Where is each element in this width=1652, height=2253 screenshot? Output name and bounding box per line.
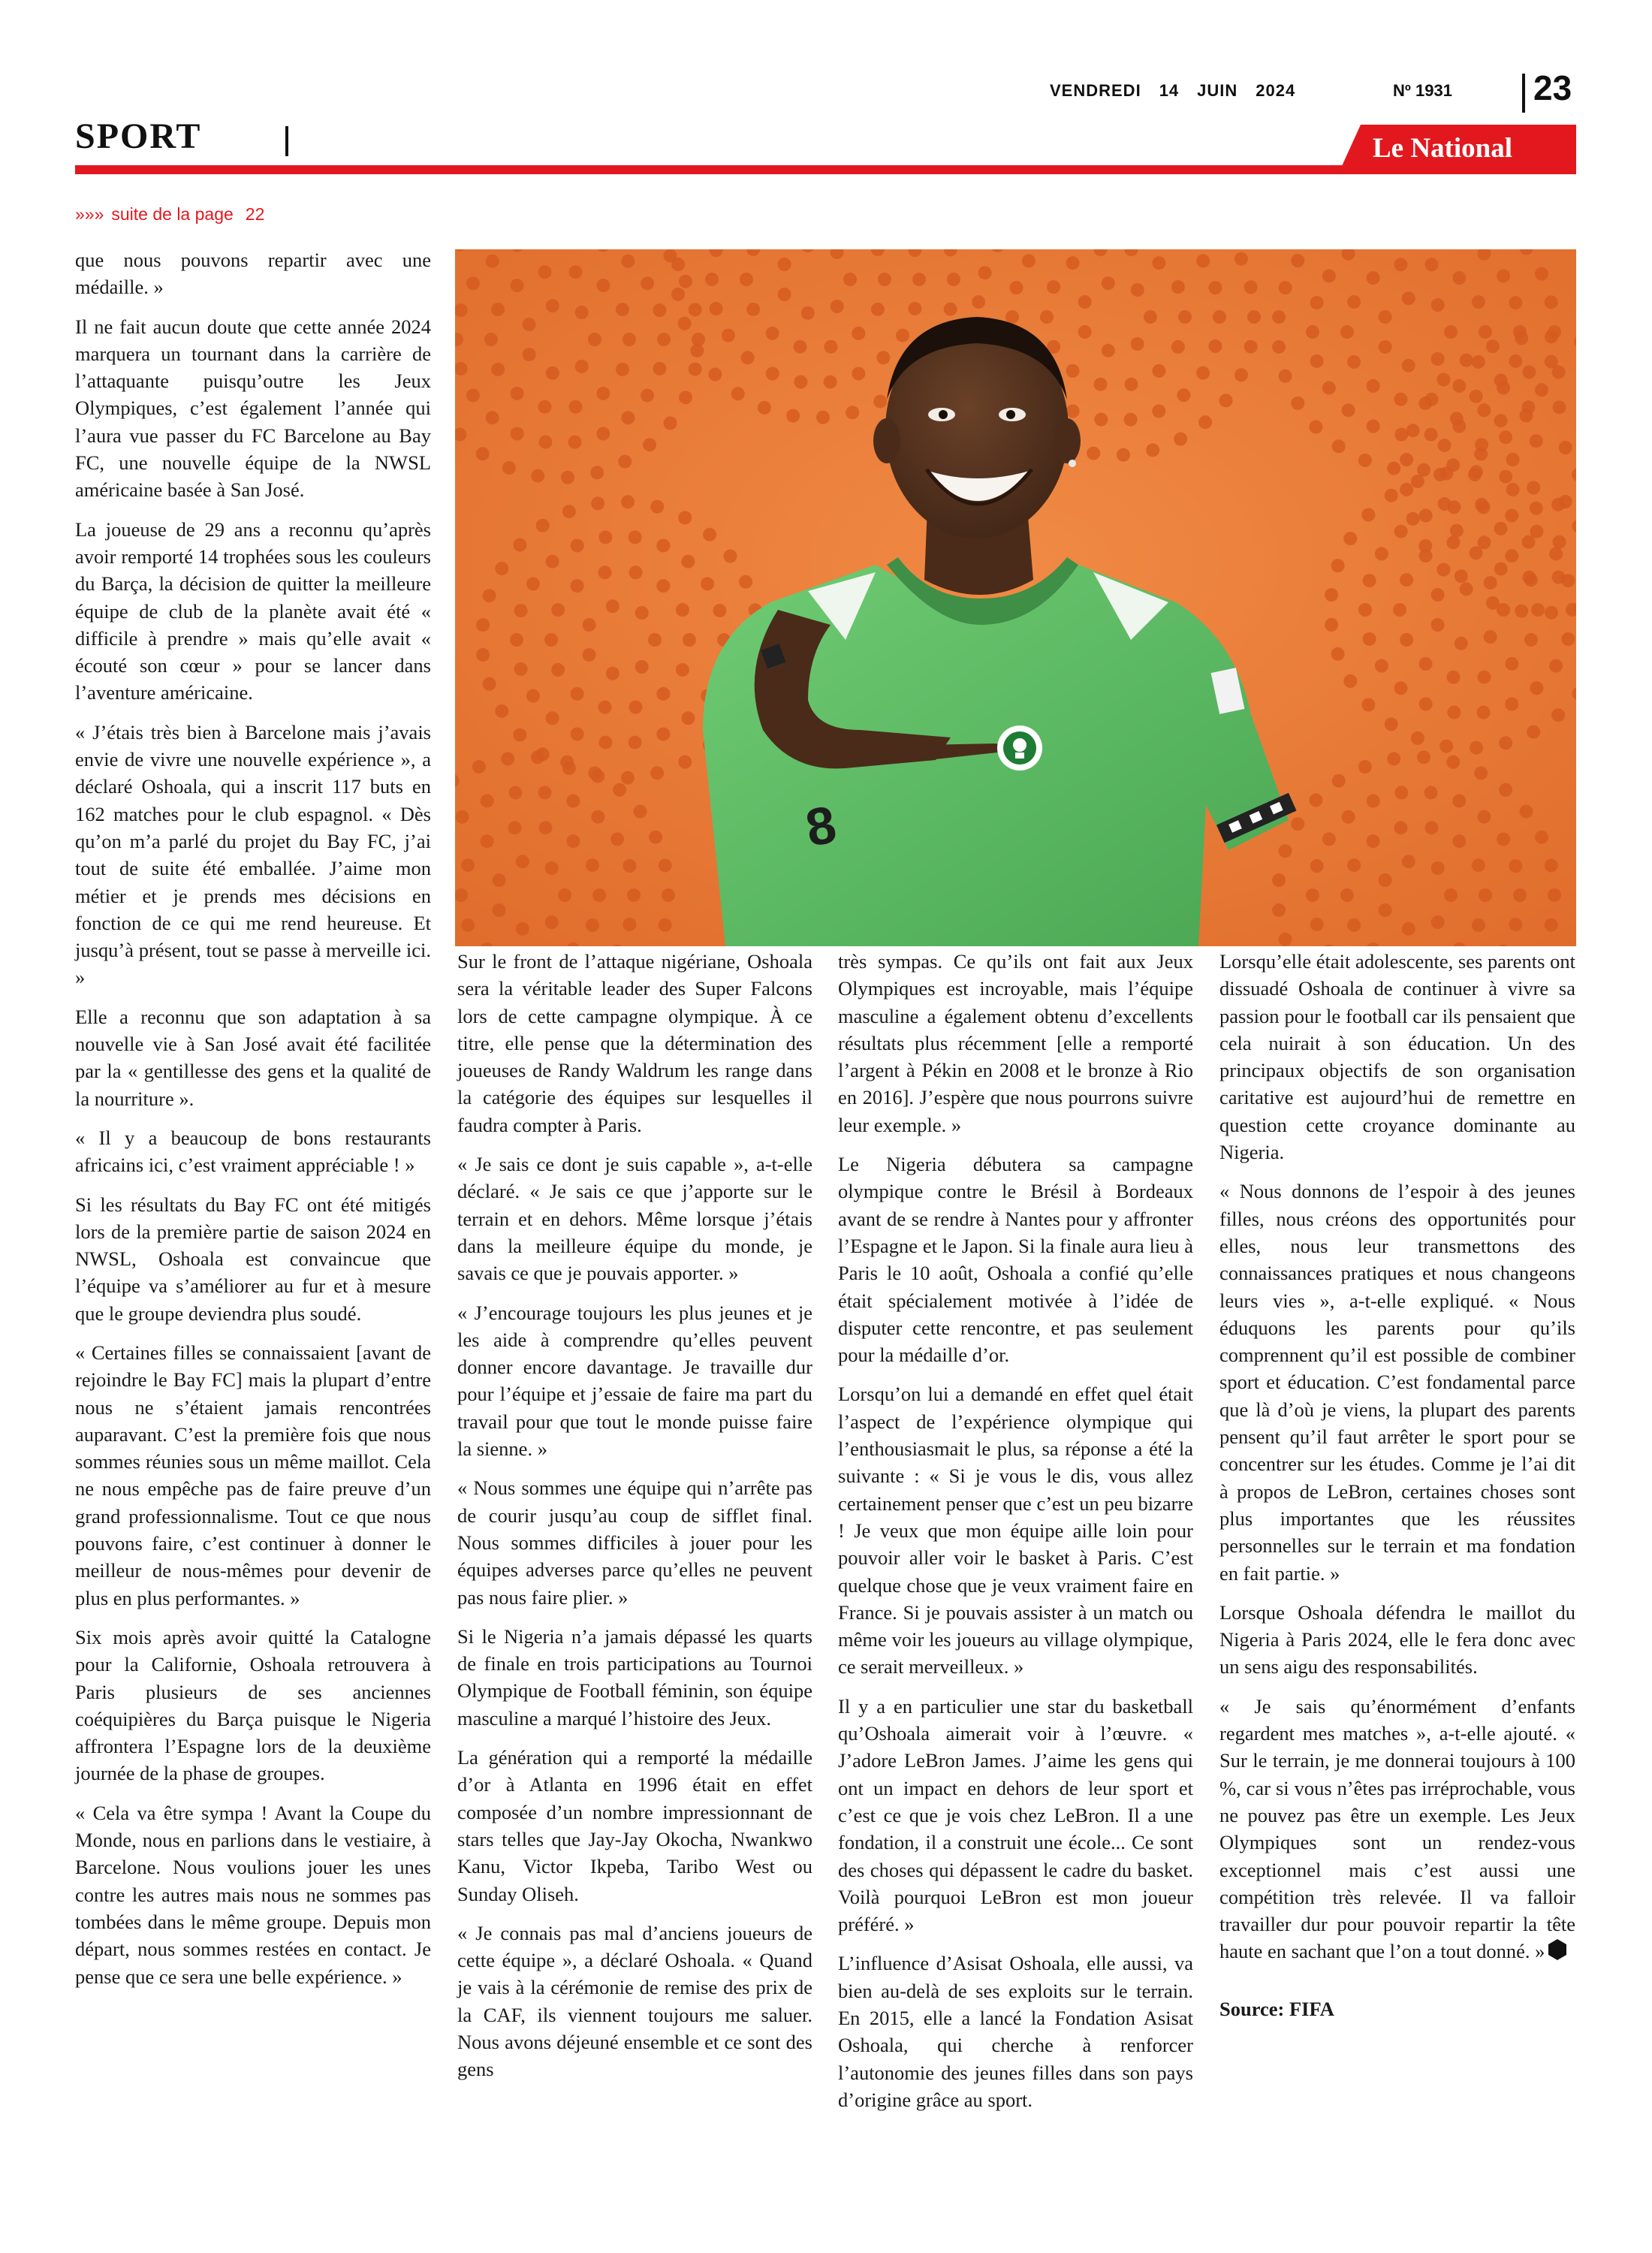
issue-date <box>1050 81 1313 101</box>
paragraph: « Nous sommes une équipe qui n’arrête pas de courir jusqu’au coup de sifflet final. Nous sommes difficiles à jouer pour les équipes adverses parce qu’elles ne peuvent pas nous faire plier. » <box>457 1476 812 1609</box>
issue-date-number: 14 <box>1159 81 1180 100</box>
paragraph: Il y a en particulier une star du basketball qu’Oshoala aimerait voir à l’œuvre. « J’adore LeBron James. J’aime les gens qui ont un impact en dehors de leur sport et c’est ce que je vois chez LeBron. Il a une fondation, il a construit une école... Ce sont des choses qui dépassent le cadre du basket. Voilà pourquoi LeBron est mon joueur préféré. » <box>838 1694 1193 1936</box>
paragraph: Six mois après avoir quitté la Catalogne pour la Californie, Oshoala retrouvera à Paris plusieurs de ses anciennes coéquipières du Barça puisque le Nigeria affrontera l’Espagne lors de la deuxième journée de la phase de groupes. <box>75 1625 431 1785</box>
article-column-3 <box>838 948 1193 2125</box>
paragraph: L’influence d’Asisat Oshoala, elle aussi, va bien au-delà de ses exploits sur le terrain. En 2015, elle a lancé la Fondation Asisat Oshoala, qui cherche à renforcer l’autonomie des jeunes filles dans son pays d’origine grâce au sport. <box>838 1952 1193 2111</box>
paragraph: « Je sais ce dont je suis capable », a-t-elle déclaré. « Je sais ce que j’apporte sur le terrain et en dehors. Même lorsque j’étais dans la meilleure équipe du monde, je savais ce que je pouvais apporter. » <box>457 1153 812 1285</box>
paragraph: La joueuse de 29 ans a reconnu qu’après avoir remporté 14 trophées sous les couleurs du Barça, la décision de quitter la meilleure équipe de club de la planète avait été « difficile à prendre » mais qu’elle avait « écouté son cœur » pour se lancer dans l’aventure américaine. <box>75 517 431 704</box>
paragraph: Sur le front de l’attaque nigériane, Oshoala sera la véritable leader des Super Falcons lors de cette campagne olympique. À ce titre, elle pense que la détermination des joueuses de Randy Waldrum les range dans la catégorie des équipes sur lesquelles il faudra compter à Paris. <box>457 950 812 1136</box>
continued-page: 22 <box>245 204 265 224</box>
paragraph: très sympas. Ce qu’ils ont fait aux Jeux Olympiques est incroyable, mais l’équipe masculine a également obtenu d’excellents résultats plus récemment [elle a remporté l’argent à Pékin en 2008 et le bronze à Rio en 2016]. J’espère que nous pourrons suivre leur exemple. » <box>838 950 1193 1136</box>
paragraph: Si les résultats du Bay FC ont été mitigés lors de la première partie de saison 2024 en NWSL, Oshoala est convaincue que l’équipe va s’améliorer au fur et à mesure que le groupe deviendra plus soudé. <box>75 1193 431 1325</box>
continued-arrows-icon: »»» <box>75 204 104 224</box>
issue-year: 2024 <box>1256 81 1296 100</box>
page-number: 23 <box>1533 68 1572 107</box>
paragraph: Lorsqu’on lui a demandé en effet quel était l’aspect de l’expérience olympique qui l’enthousiasmait le plus, sa réponse a été la suivante : « Si je vous le dis, vous allez certainement penser que c’est un peu bizarre ! Je veux que mon équipe aille loin pour pouvoir aller voir le basket à Paris. C’est quelque chose que je veux vraiment faire en France. Si je pouvais assister à un match ou même voir les joueurs au village olympique, ce serait merveilleux. » <box>838 1383 1193 1678</box>
paragraph: « Cela va être sympa ! Avant la Coupe du Monde, nous en parlions dans le vestiaire, à Barcelone. Nous voulions jouer les unes contre les autres mais nous ne sommes pas tombées dans le même groupe. Depuis mon départ, nous sommes restées en contact. Je pense que ce sera une belle expérience. » <box>75 1801 431 1988</box>
continued-from <box>75 204 264 225</box>
paragraph: La génération qui a remporté la médaille d’or à Atlanta en 1996 était en effet composée d’un nombre impressionnant de stars telles que Jay-Jay Okocha, Nwankwo Kanu, Victor Ikpeba, Taribo West ou Sunday Oliseh. <box>457 1746 812 1905</box>
paragraph: Lorsqu’elle était adolescente, ses parents ont dissuadé Oshoala de continuer à vivre sa passion pour le football car ils pensaient que cela nuirait à son éducation. Un des principaux objectifs de son organisation caritative est aujourd’hui de remettre en question cette croyance dominante au Nigeria. <box>1219 950 1575 1164</box>
article-column-2 <box>457 948 812 2095</box>
football-end-icon <box>1546 1938 1569 1961</box>
article-column-1 <box>75 246 431 2002</box>
paragraph: Il ne fait aucun doute que cette année 2024 marquera un tournant dans la carrière de l’attaquante puisqu’outre les Jeux Olympiques, c’est également l’année qui l’aura vue passer du FC Barcelone au Bay FC, une nouvelle équipe de la NWSL américaine basée à San José. <box>75 315 431 502</box>
paragraph-last <box>1219 1693 1575 1965</box>
continued-text: suite de la page <box>111 204 234 224</box>
section-divider <box>285 126 288 156</box>
header-divider <box>1522 74 1525 113</box>
brand-name: Le National <box>1373 133 1513 164</box>
paragraph: que nous pouvons repartir avec une médaille. » <box>75 249 431 299</box>
paragraph: « J’étais très bien à Barcelone mais j’avais envie de vivre une nouvelle expérience », a déclaré Oshoala, qui a inscrit 117 buts en 162 matches pour le club espagnol. « Dès qu’on m’a parlé du projet du Bay FC, j’ai tout de suite été emballée. J’aime mon métier et je prends mes décisions en fonction de ce qui me rend heureuse. Et jusqu’à présent, tout se passe à merveille ici. » <box>75 720 431 989</box>
article-photo <box>455 249 1576 946</box>
paragraph: « J’encourage toujours les plus jeunes et je les aide à comprendre qu’elles peuvent donner encore davantage. Je travaille dur pour l’équipe et j’essaie de faire ma part du travail pour que tout le monde puisse faire la sienne. » <box>457 1301 812 1461</box>
paragraph: Lorsque Oshoala défendra le maillot du Nigeria à Paris 2024, elle le fera donc avec un sens aigu des responsabilités. <box>1219 1600 1575 1678</box>
svg-text:8: 8 <box>801 795 841 858</box>
issue-month: JUIN <box>1197 81 1238 100</box>
article-source: Source: FIFA <box>1219 1997 1334 2020</box>
paragraph: Elle a reconnu que son adaptation à sa nouvelle vie à San José avait été facilitée par la « gentillesse des gens et la qualité de la nourriture ». <box>75 1005 431 1110</box>
paragraph: « Certaines filles se connaissaient [avant de rejoindre le Bay FC] mais la plupart d’entre nous ne s’étaient jamais rencontrées auparavant. C’est la première fois que nous sommes réunies sous un même maillot. Cela ne nous empêche pas de faire preuve d’un grand professionnalisme. Tout ce que nous pouvons faire, c’est continuer à donner le meilleur de nous-mêmes pour devenir de plus en plus performantes. » <box>75 1341 431 1609</box>
paragraph: Si le Nigeria n’a jamais dépassé les quarts de finale en trois participations au Tournoi Olympique de Football féminin, son équipe masculine a marqué l’histoire des Jeux. <box>457 1624 812 1730</box>
paragraph: « Nous donnons de l’espoir à des jeunes filles, nous créons des opportunités pour elles, nous leur transmettons des connaissances pratiques et nous changeons leurs vies », a-t-elle expliqué. « Nous éduquons les parents pour qu’ils comprennent qu’il est possible de combiner sport et éducation. C’est fondamental parce que là d’où je viens, la plupart des parents pensent qu’il faut arrêter le sport pour se concentrer sur les études. Comme je l’ai dit à propos de LeBron, certaines choses sont plus importantes que les réussites personnelles sur le terrain et ma fondation en fait partie. » <box>1219 1180 1575 1585</box>
paragraph: « Je connais pas mal d’anciens joueurs de cette équipe », a déclaré Oshoala. « Quand je vais à la cérémonie de remise des prix de la CAF, ils viennent toujours me saluer. Nous avons déjeuné ensemble et ce sont des gens <box>457 1921 812 2081</box>
paragraph-text: « Je sais qu’énormément d’enfants regardent mes matches », a-t-elle ajouté. « Sur le terrain, je me donnerai toujours à 100 %, car si vous n’êtes pas irréprochable, vous ne pouvez pas être un exemple. Les Jeux Olympiques sont un rendez-vous exceptionnel mais c’est aussi une compétition très relevée. Il va falloir travailler dur pour pouvoir repartir la tête haute en sachant que l’on a tout donné. » <box>1219 1694 1575 1963</box>
paragraph: Le Nigeria débutera sa campagne olympique contre le Brésil à Bordeaux avant de se rendre à Nantes pour y affronter l’Espagne et le Japon. Si la finale aura lieu à Paris le 10 août, Oshoala a confié qu’elle était spécialement motivée à l’idée de disputer cette rencontre, et pas seulement pour la médaille d’or. <box>838 1153 1193 1367</box>
article-column-4 <box>1219 948 1575 2034</box>
issue-number: Nº 1931 <box>1393 81 1452 100</box>
paragraph: « Il y a beaucoup de bons restaurants africains ici, c’est vraiment appréciable ! » <box>75 1126 431 1177</box>
section-title: SPORT <box>75 116 202 156</box>
issue-day: VENDREDI <box>1050 81 1141 100</box>
player-photo <box>455 249 1576 946</box>
nigeria-crest-icon <box>997 725 1042 771</box>
